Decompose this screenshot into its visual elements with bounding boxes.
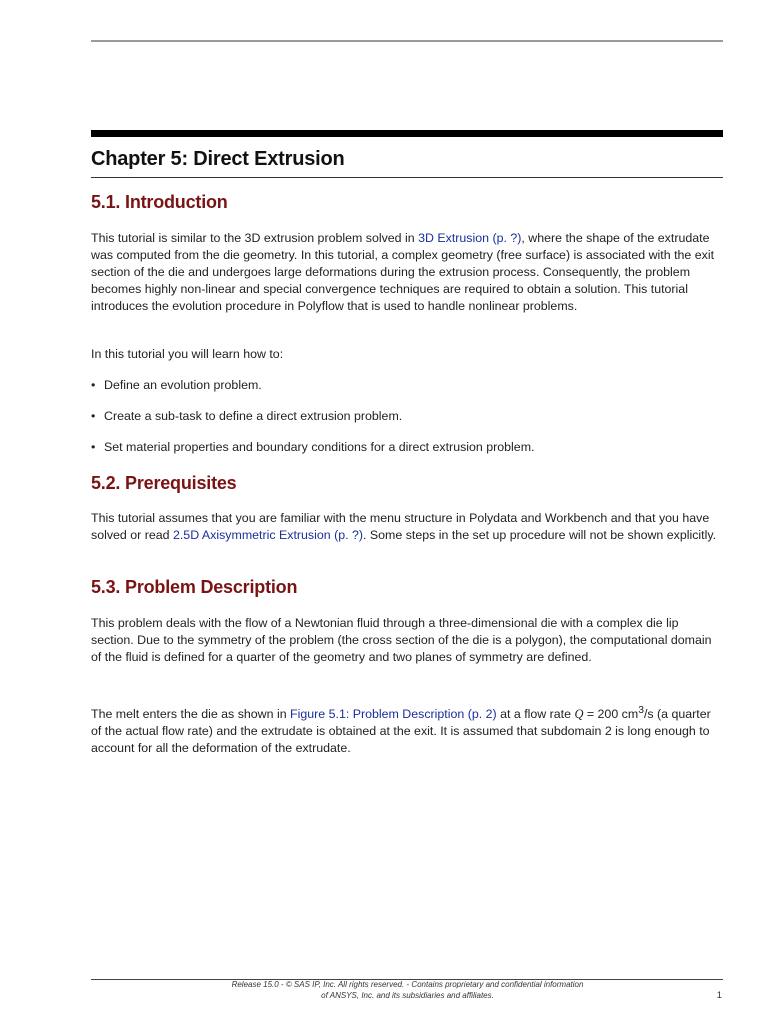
bullet-marker: • [91, 409, 96, 423]
list-item-text: Define an evolution problem. [104, 378, 262, 392]
prereq-text-after-link: . Some steps in the set up procedure will not be shown explicitly. [363, 528, 717, 542]
list-item [91, 377, 721, 394]
flow-rate-variable: Q [574, 707, 584, 722]
flow-text-before-link: The melt enters the die as shown in [91, 707, 291, 722]
prereq-text-before-link: This tutorial assumes that you are familiar with the menu structure in Polydata and Workbench and that you have solved or read [91, 511, 710, 542]
problem-paragraph: This problem deals with the flow of a Newtonian fluid through a three-dimensional die with a complex die lip section. Due to the symmetry of the problem (the cross section of the die is a polygon), the computational domain of the fluid is defined for a quarter of the geometry and two planes of symmetry are defined. [91, 616, 712, 664]
list-item-text: Set material properties and boundary conditions for a direct extrusion problem. [104, 440, 535, 454]
intro-text-before-link: This tutorial is similar to the 3D extrusion problem solved in [91, 231, 419, 245]
bullet-marker: • [91, 378, 96, 392]
prerequisites-paragraph [91, 510, 721, 544]
page-number: 1 [716, 990, 722, 1001]
footer-line-1: Release 15.0 - © SAS IP, Inc. All rights reserved. - Contains proprietary and confidential information [231, 980, 584, 989]
intro-paragraph [91, 230, 721, 315]
list-item-text: Create a sub-task to define a direct extrusion problem. [104, 409, 403, 423]
intro-learn-how-paragraph: In this tutorial you will learn how to: [91, 347, 284, 361]
bullet-marker: • [91, 440, 96, 454]
footer-copyright [160, 980, 655, 1001]
header-rule [91, 40, 723, 42]
list-item [91, 408, 721, 425]
flow-text-after: (a quarter of the actual flow rate) and the extrudate is obtained at the exit. It is assumed that subdomain 2 is long enough to account for all the deformation of the extrudate. [91, 707, 711, 756]
section-heading-prerequisites: 5.2. Prerequisites [91, 473, 237, 493]
link-3d-extrusion[interactable]: 3D Extrusion (p. ?) [418, 231, 522, 245]
chapter-title-underline [91, 177, 723, 178]
footer-line-2: of ANSYS, Inc. and its subsidiaries and affiliates. [321, 990, 494, 1000]
intro-text-after-link: , where the shape of the extrudate was computed from the die geometry. In this tutorial, a complex geometry (free surface) is associated with the exit section of the die and undergoes large deformations during the extrusion process. Consequently, the problem becomes highly non-linear and special convergence techniques are required to obtain a solution. This tutorial introduces the evolution procedure in Polyflow that is used to handle nonlinear problems. [91, 231, 715, 313]
flow-rate-exponent: 3 [638, 705, 644, 716]
list-item [91, 439, 721, 456]
section-heading-introduction: 5.1. Introduction [91, 192, 228, 212]
section-heading-problem-description: 5.3. Problem Description [91, 577, 298, 597]
link-axisymmetric-extrusion[interactable]: 2.5D Axisymmetric Extrusion (p. ?) [172, 528, 364, 542]
link-figure-5-1[interactable]: Figure 5.1: Problem Description (p. 2) [290, 707, 497, 722]
flow-text-mid: at a flow rate [496, 707, 575, 722]
flow-rate-paragraph [91, 702, 721, 757]
chapter-top-rule [91, 130, 723, 137]
chapter-title: Chapter 5: Direct Extrusion [91, 148, 345, 170]
flow-rate-value: = 200 cm [583, 707, 639, 722]
flow-rate-unit: /s [643, 707, 654, 722]
